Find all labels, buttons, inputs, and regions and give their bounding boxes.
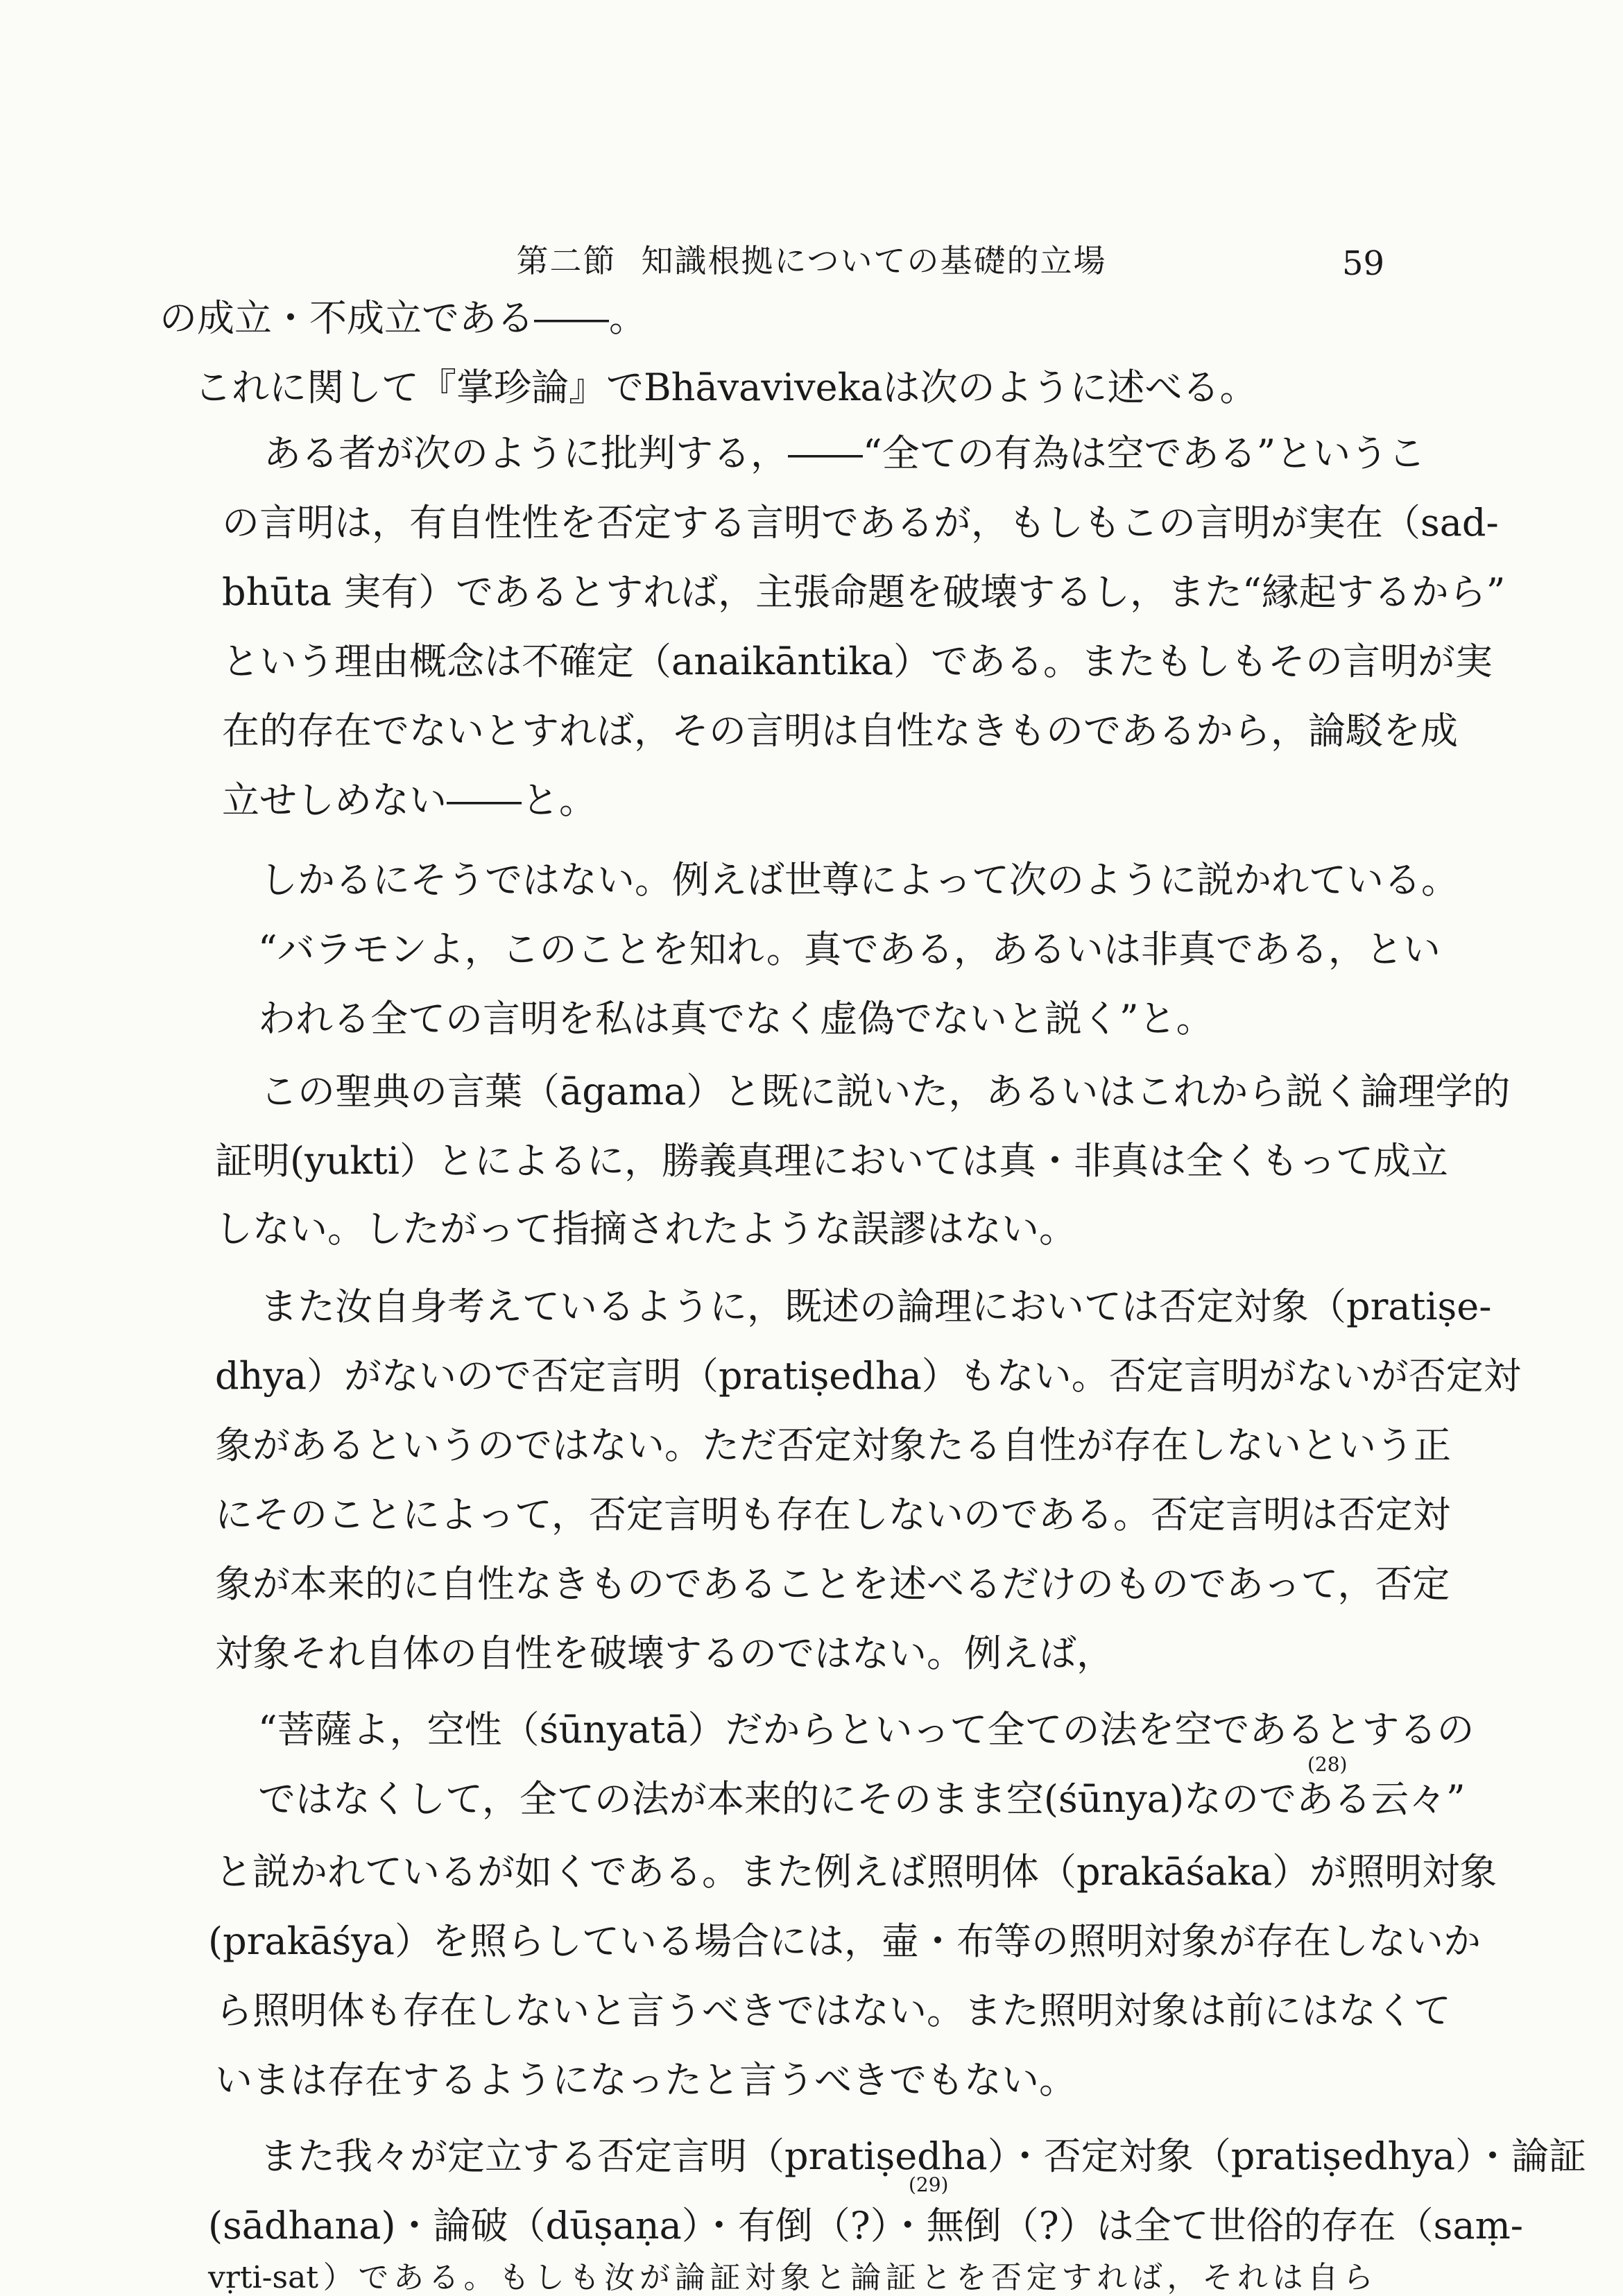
section-title: 知識根拠についての基礎的立場 — [641, 242, 1107, 280]
text-line: また我々が定立する否定言明（pratiṣedha）・否定対象（pratiṣedhya）・論証 — [260, 2134, 1587, 2178]
text-line: しかるにそうではない。例えば世尊によって次のように説かれている。 — [260, 858, 1459, 902]
text-line: これに関して『掌珍論』でBhāvavivekaは次のように述べる。 — [194, 366, 1257, 409]
text-line: 立せしめない――と。 — [222, 778, 596, 822]
text-line: また汝自身考えているように，既述の論理においては否定対象（pratiṣe- — [260, 1285, 1492, 1328]
text-line: “バラモンよ，このことを知れ。真である，あるいは非真である，とい — [258, 927, 1441, 971]
text-line: いまは存在するようになったと言うべきでもない。 — [215, 2058, 1076, 2102]
text-line: の言明は，有自性性を否定する言明であるが，もしもこの言明が実在（sad- — [222, 501, 1499, 545]
text-line: ある者が次のように批判する，――“全ての有為は空である”というこ — [264, 431, 1426, 475]
footnote-marker: (28) — [1307, 1753, 1348, 1776]
text-line: この聖典の言葉（āgama）と既に説いた，あるいはこれから説く論理学的 — [260, 1070, 1511, 1113]
text-line: の成立・不成立である――。 — [160, 296, 646, 340]
text-line: にそのことによって，否定言明も存在しないのである。否定言明は否定対 — [215, 1493, 1450, 1536]
text-line: 在的存在でないとすれば，その言明は自性なきものであるから，論駁を成 — [222, 709, 1458, 753]
page-number: 59 — [1342, 244, 1385, 283]
text-line: ら照明体も存在しないと言うべきではない。また照明対象は前にはなくて — [215, 1989, 1451, 2032]
text-line: 対象それ自体の自性を破壊するのではない。例えば， — [215, 1631, 1114, 1675]
text-line: bhūta 実有）であるとすれば，主張命題を破壊するし，また“縁起するから” — [222, 570, 1506, 614]
text-line: しない。したがって指摘されたような誤謬はない。 — [215, 1207, 1076, 1251]
footnote-marker: (29) — [909, 2173, 949, 2196]
section-label: 第二節 — [516, 242, 617, 280]
text-line: “菩薩よ，空性（śūnyatā）だからといって全ての法を空であるとするの — [258, 1708, 1475, 1751]
text-line: 証明(yukti）とによるに，勝義真理においては真・非真は全くもって成立 — [215, 1139, 1449, 1183]
text-line: ではなくして，全ての法が本来的にそのまま空(śūnya)なのである云々” — [258, 1777, 1466, 1821]
text-line: dhya）がないので否定言明（pratiṣedha）もない。否定言明がないが否定対 — [215, 1354, 1521, 1398]
text-line: われる全ての言明を私は真でなく虚偽でないと説く”と。 — [258, 997, 1214, 1040]
text-line: (prakāśya）を照らしている場合には，壷・布等の照明対象が存在しないか — [208, 1919, 1481, 1963]
text-line: (sādhana)・論破（dūṣaṇa）・有倒（?）・無倒（?）は全て世俗的存在（saṃ- — [208, 2204, 1524, 2247]
text-line: 象があるというのではない。ただ否定対象たる自性が存在しないという正 — [215, 1423, 1451, 1467]
text-line: 象が本来的に自性なきものであることを述べるだけのものであって，否定 — [215, 1562, 1450, 1606]
text-line: という理由概念は不確定（anaikāntika）である。またもしもその言明が実 — [222, 640, 1493, 683]
text-line: と説かれているが如くである。また例えば照明体（prakāśaka）が照明対象 — [215, 1850, 1497, 1894]
text-line: vṛti-sat）である。もしも汝が論証対象と論証とを否定すれば，それは自ら — [208, 2260, 1373, 2295]
